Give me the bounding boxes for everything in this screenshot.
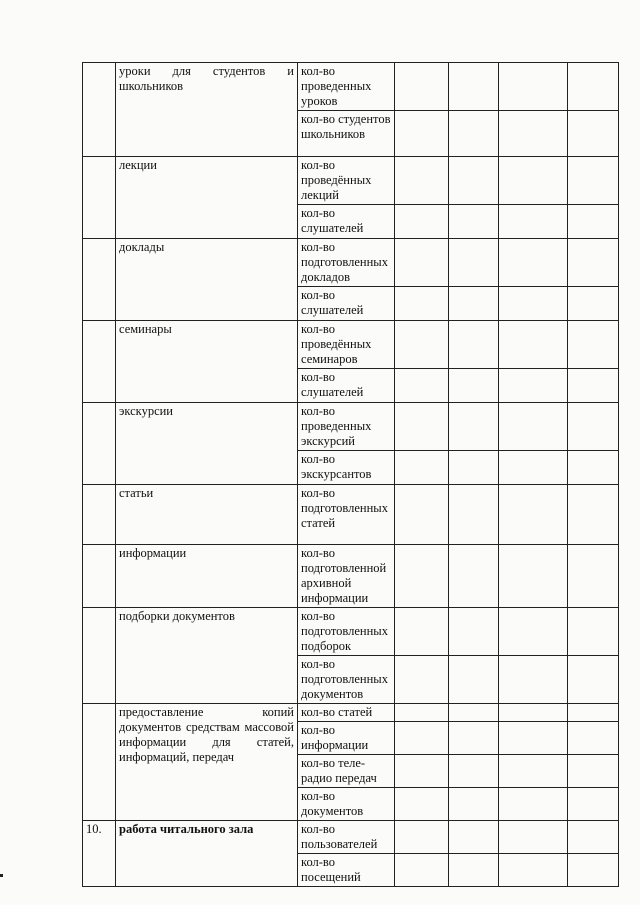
value-cell [395, 239, 449, 287]
indicator-cell: кол-во информации [298, 722, 395, 755]
value-cell [395, 111, 449, 157]
table-row [83, 239, 619, 287]
value-cell [449, 608, 499, 656]
value-cell [499, 485, 568, 545]
row-number [83, 545, 116, 608]
indicator-cell: кол-во подготовленных статей [298, 485, 395, 545]
value-cell [499, 854, 568, 887]
indicator-cell: кол-во статей [298, 704, 395, 722]
value-cell [449, 287, 499, 321]
value-cell [449, 63, 499, 111]
value-cell [449, 755, 499, 788]
row-number [83, 63, 116, 157]
row-number: 10. [83, 821, 116, 887]
value-cell [499, 788, 568, 821]
table-row [83, 821, 619, 854]
indicator-cell: кол-во подготовленных подборок [298, 608, 395, 656]
value-cell [395, 157, 449, 205]
value-cell [395, 704, 449, 722]
value-cell [568, 755, 619, 788]
value-cell [395, 287, 449, 321]
row-number [83, 239, 116, 321]
value-cell [395, 63, 449, 111]
value-cell [395, 451, 449, 485]
indicator-cell: кол-во проведенных уроков [298, 63, 395, 111]
activity-cell: предоставление копий документов средствам массовой информации для статей, информаций, передач [116, 704, 298, 821]
value-cell [568, 111, 619, 157]
value-cell [568, 854, 619, 887]
value-cell [568, 451, 619, 485]
value-cell [568, 369, 619, 403]
indicator-cell: кол-во проведённых семинаров [298, 321, 395, 369]
indicator-cell: кол-во документов [298, 788, 395, 821]
value-cell [499, 157, 568, 205]
value-cell [395, 485, 449, 545]
table-body [83, 63, 619, 887]
indicator-cell: кол-во проведенных экскурсий [298, 403, 395, 451]
value-cell [449, 821, 499, 854]
indicator-cell: кол-во слушателей [298, 287, 395, 321]
indicator-cell: кол-во слушателей [298, 205, 395, 239]
value-cell [499, 321, 568, 369]
table-row [83, 321, 619, 369]
value-cell [499, 205, 568, 239]
value-cell [499, 403, 568, 451]
value-cell [568, 403, 619, 451]
value-cell [395, 821, 449, 854]
table-row [83, 403, 619, 451]
value-cell [568, 205, 619, 239]
table-row [83, 157, 619, 205]
value-cell [395, 656, 449, 704]
value-cell [568, 157, 619, 205]
table-row [83, 63, 619, 111]
row-number [83, 608, 116, 704]
value-cell [499, 287, 568, 321]
value-cell [449, 403, 499, 451]
value-cell [568, 722, 619, 755]
value-cell [568, 704, 619, 722]
value-cell [449, 451, 499, 485]
value-cell [499, 369, 568, 403]
value-cell [568, 287, 619, 321]
indicator-cell: кол-во подготовленных документов [298, 656, 395, 704]
table-row [83, 608, 619, 656]
value-cell [568, 239, 619, 287]
indicator-cell: кол-во экскурсантов [298, 451, 395, 485]
value-cell [568, 788, 619, 821]
value-cell [499, 755, 568, 788]
value-cell [395, 755, 449, 788]
value-cell [449, 854, 499, 887]
value-cell [449, 111, 499, 157]
row-number [83, 157, 116, 239]
value-cell [395, 722, 449, 755]
value-cell [449, 239, 499, 287]
value-cell [499, 63, 568, 111]
indicator-cell: кол-во подготовленной архивной информации [298, 545, 395, 608]
indicator-cell: кол-во студентов школьников [298, 111, 395, 157]
row-number [83, 403, 116, 485]
indicator-cell: кол-во теле-радио передач [298, 755, 395, 788]
value-cell [395, 369, 449, 403]
indicator-cell: кол-во посещений [298, 854, 395, 887]
activity-cell: экскурсии [116, 403, 298, 485]
activity-cell: лекции [116, 157, 298, 239]
activity-cell: статьи [116, 485, 298, 545]
activity-cell: работа читального зала [116, 821, 298, 887]
value-cell [499, 545, 568, 608]
value-cell [499, 722, 568, 755]
value-cell [568, 821, 619, 854]
value-cell [499, 704, 568, 722]
table-row [83, 545, 619, 608]
value-cell [449, 369, 499, 403]
table-row [83, 485, 619, 545]
table-row [83, 704, 619, 722]
value-cell [568, 545, 619, 608]
value-cell [568, 608, 619, 656]
report-table [82, 62, 619, 887]
value-cell [449, 321, 499, 369]
indicator-cell: кол-во пользователей [298, 821, 395, 854]
value-cell [499, 608, 568, 656]
value-cell [449, 157, 499, 205]
value-cell [499, 111, 568, 157]
value-cell [395, 788, 449, 821]
value-cell [449, 788, 499, 821]
value-cell [395, 205, 449, 239]
indicator-cell: кол-во проведённых лекций [298, 157, 395, 205]
value-cell [449, 485, 499, 545]
value-cell [499, 239, 568, 287]
value-cell [499, 451, 568, 485]
indicator-cell: кол-во подготовленных докладов [298, 239, 395, 287]
value-cell [395, 403, 449, 451]
value-cell [449, 722, 499, 755]
value-cell [449, 656, 499, 704]
value-cell [568, 63, 619, 111]
activity-cell: уроки для студентов и школьников [116, 63, 298, 157]
value-cell [568, 485, 619, 545]
row-number [83, 321, 116, 403]
value-cell [449, 205, 499, 239]
value-cell [449, 704, 499, 722]
value-cell [499, 656, 568, 704]
row-number [83, 485, 116, 545]
activity-cell: информации [116, 545, 298, 608]
value-cell [449, 545, 499, 608]
value-cell [568, 321, 619, 369]
indicator-cell: кол-во слушателей [298, 369, 395, 403]
value-cell [395, 321, 449, 369]
row-number [83, 704, 116, 821]
value-cell [395, 608, 449, 656]
value-cell [568, 656, 619, 704]
value-cell [395, 854, 449, 887]
activity-cell: доклады [116, 239, 298, 321]
activity-cell: семинары [116, 321, 298, 403]
value-cell [395, 545, 449, 608]
scan-mark [0, 874, 3, 877]
activity-cell: подборки документов [116, 608, 298, 704]
value-cell [499, 821, 568, 854]
